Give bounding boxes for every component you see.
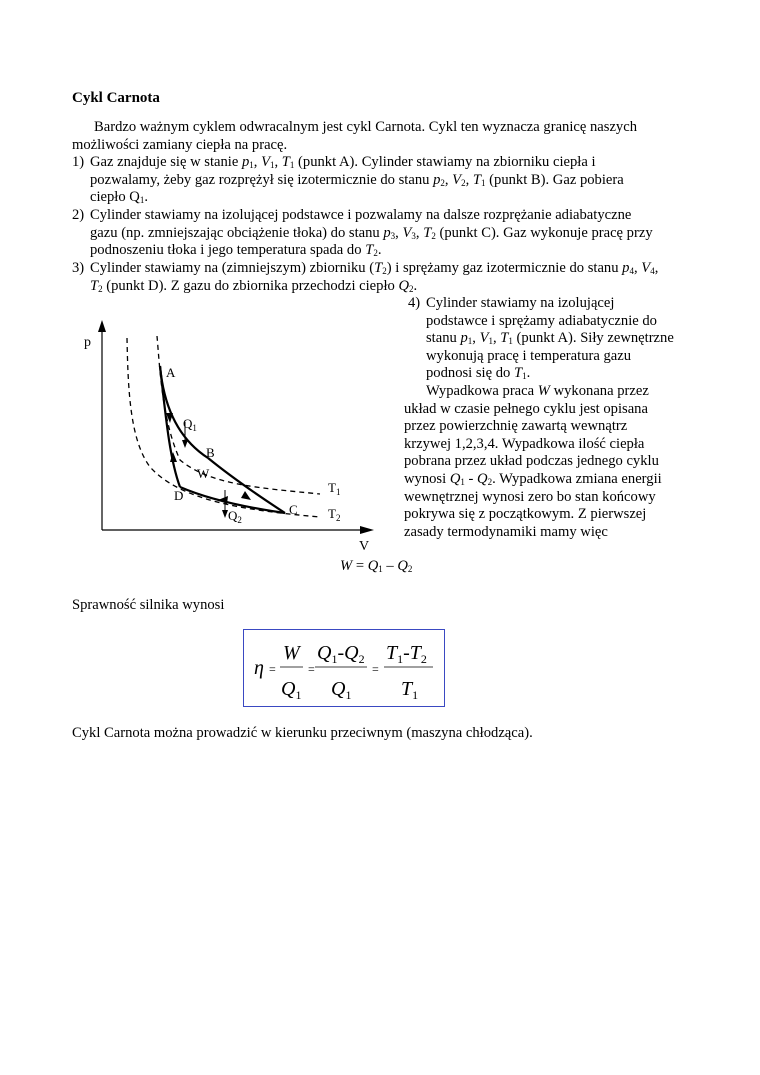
work-line-5: pobrana przez układ podczas jednego cyklu: [404, 453, 659, 470]
point-label-d: D: [174, 488, 184, 503]
point-label-c: C: [289, 502, 298, 517]
step-1-number: 1): [72, 154, 85, 170]
work-formula: $W = Q_1 - Q_2$: [340, 558, 413, 574]
work-line-7: wewnętrznej wynosi zero bo stan końcowy: [404, 488, 656, 505]
frac3-denominator: $T_1$: [401, 678, 419, 702]
frac2-numerator: $Q_1-Q_2$: [317, 642, 365, 666]
work-line-2: układ w czasie pełnego cyklu jest opisana: [404, 400, 648, 417]
step-1-line-3: ciepło $Q_1$.: [90, 189, 149, 206]
step-2-line-1: Cylinder stawiamy na izolującej podstawce i pozwalamy na dalsze rozprężanie adiabatyczne: [90, 207, 632, 223]
step-3-line-2: $T_2$ (punkt D). Z gazu do zbiornika przechodzi ciepło $Q_2$.: [90, 277, 418, 294]
frac3-numerator: $T_1-T_2$: [386, 642, 427, 666]
efficiency-formula: [243, 629, 445, 707]
step-4-line-4: wykonują pracę i temperatura gazu: [426, 347, 632, 364]
step-2-number: 2): [72, 207, 85, 223]
step-4: [404, 295, 694, 383]
label-w: W: [197, 466, 210, 481]
equals-1: =: [269, 662, 276, 676]
carnot-pv-diagram: [70, 310, 390, 560]
step-3-line-1: Cylinder stawiamy na (zimniejszym) zbiorniku $(T_2)$ i sprężamy gaz izotermicznie do stanu $p_4$, $V_4$,: [90, 260, 659, 276]
step-3-number: 3): [72, 260, 85, 276]
intro-line-1: Bardzo ważnym cyklem odwracalnym jest cykl Carnota. Cykl ten wyznacza granicę naszych: [94, 119, 638, 135]
work-line-8: pokrywa się z początkowym. Z pierwszej: [404, 506, 647, 523]
step-4-line-3: stanu $p_1$, $V_1$, $T_1$ (punkt A). Siły zewnętrzne: [426, 330, 674, 347]
frac1-numerator: W: [283, 642, 300, 664]
efficiency-label: Sprawność silnika wynosi: [72, 597, 225, 613]
label-t1: $T_1$: [328, 480, 341, 497]
frac1-denominator: $Q_1$: [281, 678, 302, 702]
eta-symbol: η: [254, 657, 264, 679]
label-t2: $T_2$: [328, 506, 341, 523]
equals-3: =: [372, 662, 379, 676]
frac2-denominator: $Q_1$: [331, 678, 352, 702]
axis-label-v: V: [359, 539, 370, 554]
step-2-line-2: gazu (np. zmniejszając obciążenie tłoka) do stanu $p_3$, $V_3$, $T_2$ (punkt C). Gaz wykonuje pracę przy: [90, 224, 653, 241]
axis-label-p: p: [84, 335, 91, 350]
step-4-line-1: Cylinder stawiamy na izolującej: [426, 295, 615, 311]
step-1-line-1: Gaz znajduje się w stanie $p_1$, $V_1$, $T_1$ (punkt A). Cylinder stawiamy na zbiorniku ciepła i: [90, 154, 596, 170]
step-4-line-5: podnosi się do $T_1$.: [426, 365, 531, 382]
step-4-number: 4): [408, 295, 421, 311]
page-title: Cykl Carnota: [72, 90, 160, 106]
work-paragraph: [404, 383, 694, 541]
p-axis-arrow-icon: [98, 320, 106, 332]
work-line-1: Wypadkowa praca W wykonana przez: [426, 383, 649, 399]
arrow-b-c-icon: [241, 491, 251, 500]
isotherm-t2-dashed: [127, 338, 320, 517]
label-q2: $Q_2$: [228, 508, 242, 525]
q1-arrow-icon: [182, 440, 188, 448]
work-line-4: krzywej 1,2,3,4. Wypadkowa ilość ciepła: [404, 435, 645, 452]
equals-2: =: [308, 662, 315, 676]
v-axis-arrow-icon: [360, 526, 374, 534]
point-label-a: A: [166, 365, 176, 380]
work-line-9: zasady termodynamiki mamy więc: [404, 523, 608, 540]
arrow-c-d-icon: [218, 496, 228, 504]
step-2-line-3: podnoszeniu tłoka i jego temperatura spada do $T_2$.: [90, 242, 382, 259]
label-q1: $Q_1$: [183, 416, 197, 433]
step-1-line-2: pozwalamy, żeby gaz rozprężył się izotermicznie do stanu $p_2$, $V_2$, $T_1$ (punkt B). Gaz pobiera: [90, 171, 624, 188]
intro-line-2: możliwości zamiany ciepła na pracę.: [72, 136, 288, 153]
work-line-3: przez powierzchnię zawartą wewnątrz: [404, 418, 628, 435]
isotherm-t1-dashed: [157, 336, 320, 494]
intro-paragraph: [72, 119, 692, 154]
point-label-b: B: [206, 445, 215, 460]
closing-sentence: Cykl Carnota można prowadzić w kierunku przeciwnym (maszyna chłodząca).: [72, 725, 533, 741]
work-line-6: wynosi $Q_1 - Q_2$. Wypadkowa zmiana energii: [404, 470, 662, 487]
step-4-line-2: podstawce i sprężamy adiabatycznie do: [426, 312, 657, 329]
